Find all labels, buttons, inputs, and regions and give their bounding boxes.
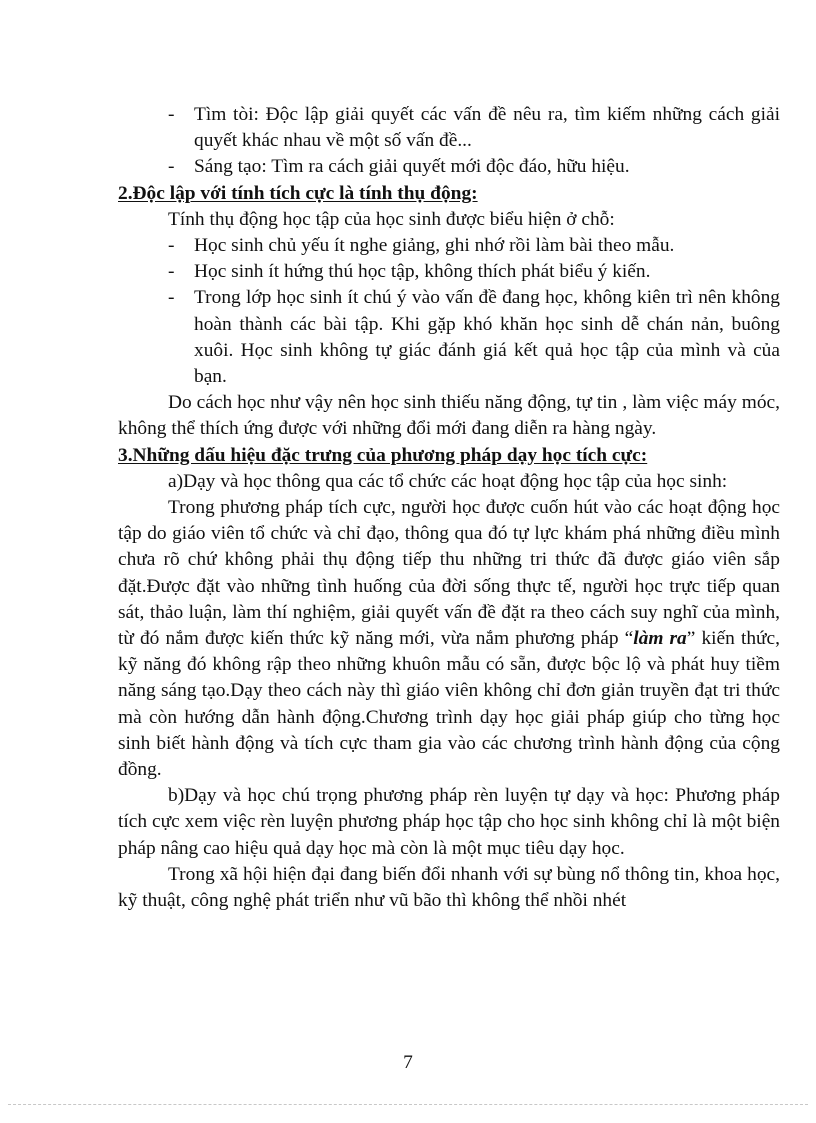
body-text (118, 102, 780, 914)
bullet-text: Sáng tạo: Tìm ra cách giải quyết mới độc đáo, hữu hiệu. (194, 156, 630, 178)
bullet-dash: - (168, 156, 175, 178)
page-number: 7 (403, 1052, 413, 1073)
section-3-paragraph-b: b)Dạy và học chú trọng phương pháp rèn luyện tự dạy và học: Phương pháp tích cực xem việc rèn luyện phương pháp học tập cho học sinh không chỉ là một biện pháp nâng cao hiệu quả dạy học mà còn là một mục tiêu dạy học. (118, 785, 780, 859)
section-2-heading: 2.Độc lập với tính tích cực là tính thụ động: (118, 182, 478, 204)
bullet-text: Trong lớp học sinh ít chú ý vào vấn đề đang học, không kiên trì nên không hoàn thành các bài tập. Khi gặp khó khăn học sinh dễ chán nản, buông xuôi. Học sinh không tự giác đánh giá kết quả học tập của mình và của bạn. (194, 287, 780, 388)
bullet-item (118, 259, 780, 285)
section-3-paragraph-a (118, 495, 780, 783)
section-2-intro: Tính thụ động học tập của học sinh được biểu hiện ở chỗ: (168, 208, 615, 230)
bullet-item (118, 154, 780, 180)
section-3-sub-a: a)Dạy và học thông qua các tổ chức các hoạt động học tập của học sinh: (168, 470, 728, 492)
page-divider (8, 1104, 808, 1105)
bullet-text: Tìm tòi: Độc lập giải quyết các vấn đề nêu ra, tìm kiếm những cách giải quyết khác nhau về một số vấn đề... (194, 104, 780, 152)
bullet-text: Học sinh ít hứng thú học tập, không thích phát biểu ý kiến. (194, 261, 651, 283)
paragraph-a-start: Trong phương pháp tích cực, người học được cuốn hút vào các hoạt động học tập do giáo viên tổ chức và chỉ đạo, thông qua đó tự lực khám phá những điều mình chưa rõ chứ không phải thụ động tiếp thu những tri thức đã được giáo viên sắp đặt.Được đặt vào những tình huống của đời sống thực tế, người học trực tiếp quan sát, thảo luận, làm thí nghiệm, giải quyết vấn đề đặt ra theo cách suy nghĩ của mình, từ đó nắm được kiến thức kỹ năng mới, vừa nắm phương pháp “ (118, 497, 780, 650)
bullet-dash: - (168, 261, 175, 283)
bullet-item (118, 285, 780, 390)
bullet-text: Học sinh chủ yếu ít nghe giảng, ghi nhớ rồi làm bài theo mẫu. (194, 235, 675, 257)
bullet-dash: - (168, 287, 175, 309)
bullet-dash: - (168, 235, 175, 257)
bullet-item (118, 233, 780, 259)
bullet-dash: - (168, 104, 175, 125)
paragraph-a-emphasis: làm ra (633, 628, 687, 650)
bullet-item (118, 102, 780, 154)
paragraph-a-end: ” kiến thức, kỹ năng đó không rập theo những khuôn mẫu có sẵn, được bộc lộ và phát huy tiềm năng sáng tạo.Dạy theo cách này thì giáo viên không chỉ đơn giản truyền đạt tri thức mà còn hướng dẫn hành động.Chương trình dạy học giải pháp giúp cho từng học sinh biết hành động và tích cực tham gia vào các chương trình hành động của cộng đồng. (118, 628, 780, 781)
section-3-paragraph-c: Trong xã hội hiện đại đang biến đổi nhanh với sự bùng nổ thông tin, khoa học, kỹ thuật, công nghệ phát triển như vũ bão thì không thể nhồi nhét (118, 863, 780, 912)
section-3-heading: 3.Những dấu hiệu đặc trưng của phương pháp dạy học tích cực: (118, 444, 648, 466)
section-2-conclusion: Do cách học như vậy nên học sinh thiếu năng động, tự tin , làm việc máy móc, không thể thích ứng được với những đổi mới đang diễn ra hàng ngày. (118, 392, 780, 440)
